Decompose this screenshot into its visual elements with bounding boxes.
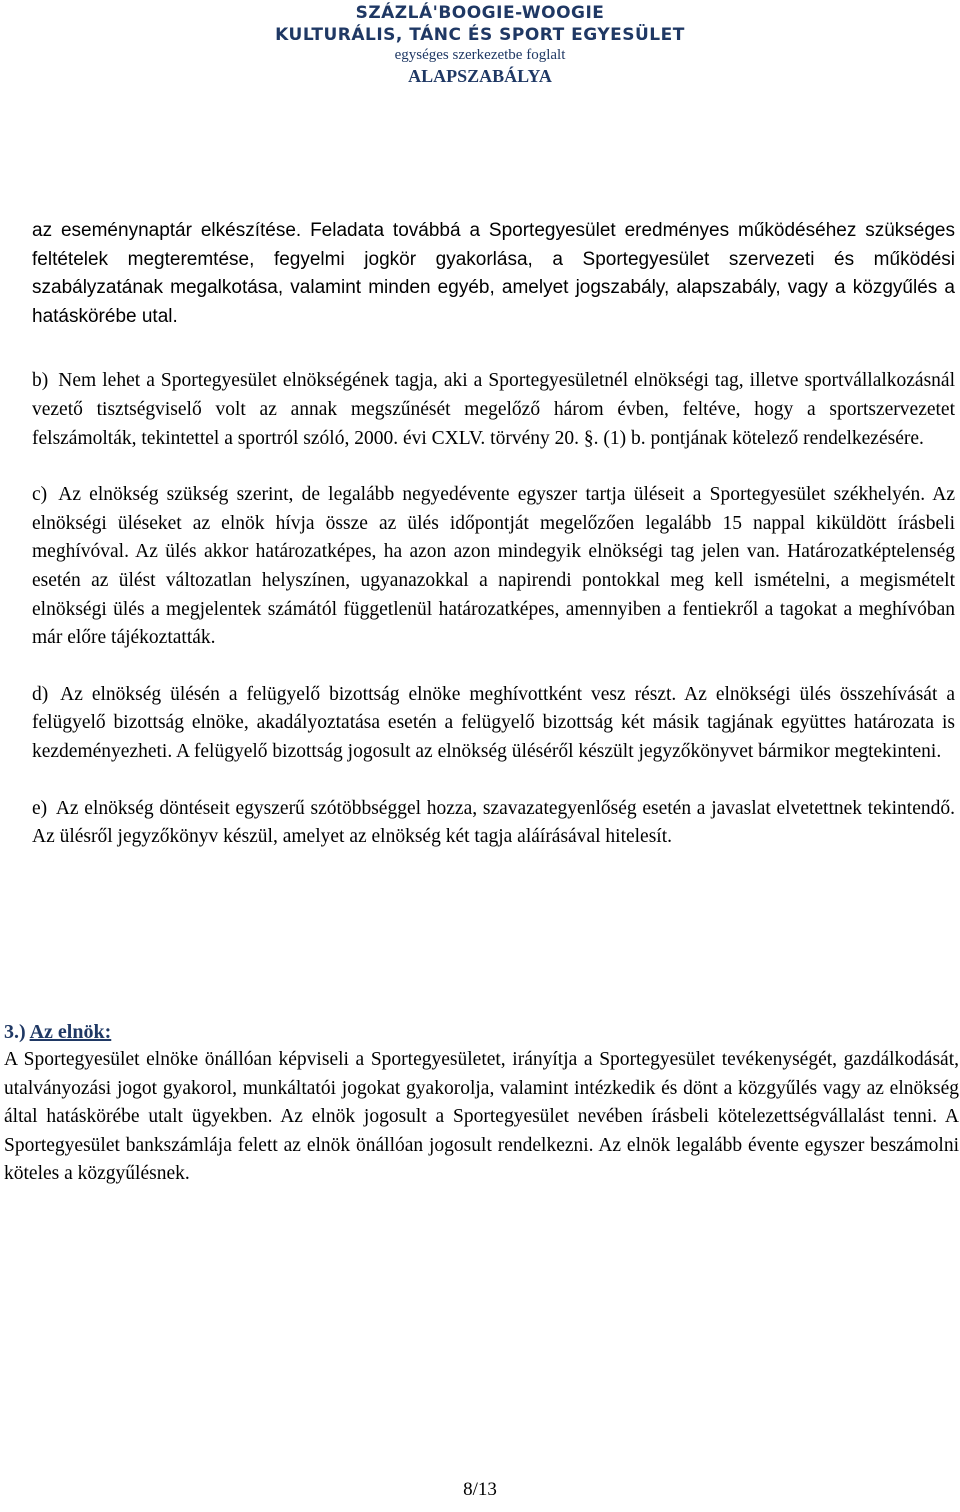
section-number: 3.) [4,1021,26,1043]
list-item-c [32,481,955,653]
list-item-label: e) [32,797,48,819]
page-number: 8/13 [463,1479,497,1500]
list-item-body: Az elnökség ülésén a felügyelő bizottság elnöke meghívottként vesz részt. Az elnökségi ülés összehívását a felügyelő bizottság elnöke, akadályoztatása esetén a felügyelő bizottság két másik tagjának együttes határozata is kezdeményezheti. A felügyelő bizottság jogosult az elnökség üléséről készült jegyzőkönyvet bármikor megtekinteni. [32,683,955,762]
header-subtitle: egységes szerkezetbe foglalt [394,47,566,63]
list-item-e [32,795,955,852]
list-item-body: Az elnökség döntéseit egyszerű szótöbbséggel hozza, szavazategyenlőség esetén a javaslat elvetettnek tekintendő. Az ülésről jegyzőkönyv készül, amelyet az elnökség két tagja aláírásával hitelesít. [32,797,955,848]
intro-paragraph: az eseménynaptár elkészítése. Feladata továbbá a Sportegyesület eredményes működéséhez szükséges feltételek megteremtése, fegyelmi jogkör gyakorlása, a Sportegyesület szervezeti és működési szabályzatának megalkotása, valamint minden egyéb, amelyet jogszabály, alapszabály, vagy a közgyűlés a hatáskörébe utal. [32,220,955,327]
list-item-body: Az elnökség szükség szerint, de legalább negyedévente egyszer tartja üléseit a Sportegyesület székhelyén. Az elnökségi üléseket az elnök hívja össze az ülés időpontját megelőzően legalább 15 nappal kiküldött írásbeli meghívóval. Az ülés akkor határozatképes, ha azon azon mindegyik elnökségi tag jelen van. Határozatképtelenség esetén az ülést változatlan helyszínen, ugyanazokkal a napirendi pontokkal meg kell ismételni, a megismételt elnökségi ülés a megjelentek számától függetlenül határozatképes, amennyiben a fentiekről a tagokat a meghívóban már előre tájékoztatták. [32,484,955,649]
document-body [32,217,955,852]
list-item-label: b) [32,370,49,392]
list-item-d [32,681,955,767]
section-heading [4,1018,959,1046]
list-item-text [32,481,955,653]
list-item-label: c) [32,484,48,506]
list-item-b [32,367,955,453]
list-item-text [32,681,955,767]
section-paragraph: A Sportegyesület elnöke önállóan képviseli a Sportegyesületet, irányítja a Sportegyesület tevékenységét, gazdálkodását, utalványozási jogot gyakorol, munkáltatói jogokat gyakorolja, valamint intézkedik és dönt a közgyűlés vagy az elnökség által hatáskörébe utalt ügyekben. Az elnök jogosult a Sportegyesület nevében írásbeli kötelezettségvállalást tenni. A Sportegyesület bankszámlája felett az elnök önállóan jogosult rendelkezni. Az elnök legalább évente egyszer beszámolni köteles a közgyűlésnek. [4,1049,959,1185]
list-item-label: d) [32,683,49,705]
section-title: Az elnök: [29,1021,112,1043]
section-3 [0,1018,959,1189]
list-item-text [32,367,955,453]
document-header [0,2,960,88]
list-item-text [32,795,955,852]
org-name-line1: SZÁZLÁ'BOOGIE-WOOGIE [355,3,605,23]
org-name-line2: KULTURÁLIS, TÁNC ÉS SPORT EGYESÜLET [275,25,685,45]
document-title: ALAPSZABÁLYA [408,66,552,86]
list-item-body: Nem lehet a Sportegyesület elnökségének tagja, aki a Sportegyesületnél elnökségi tag, illetve sportvállalkozásnál vezető tisztségviselő volt az annak megszűnését megelőző három évben, feltéve, hogy a sportszervezetet felszámolták, tekintettel a sportról szóló, 2000. évi CXLV. törvény 20. §. (1) b. pontjának kötelező rendelkezésére. [32,370,955,449]
